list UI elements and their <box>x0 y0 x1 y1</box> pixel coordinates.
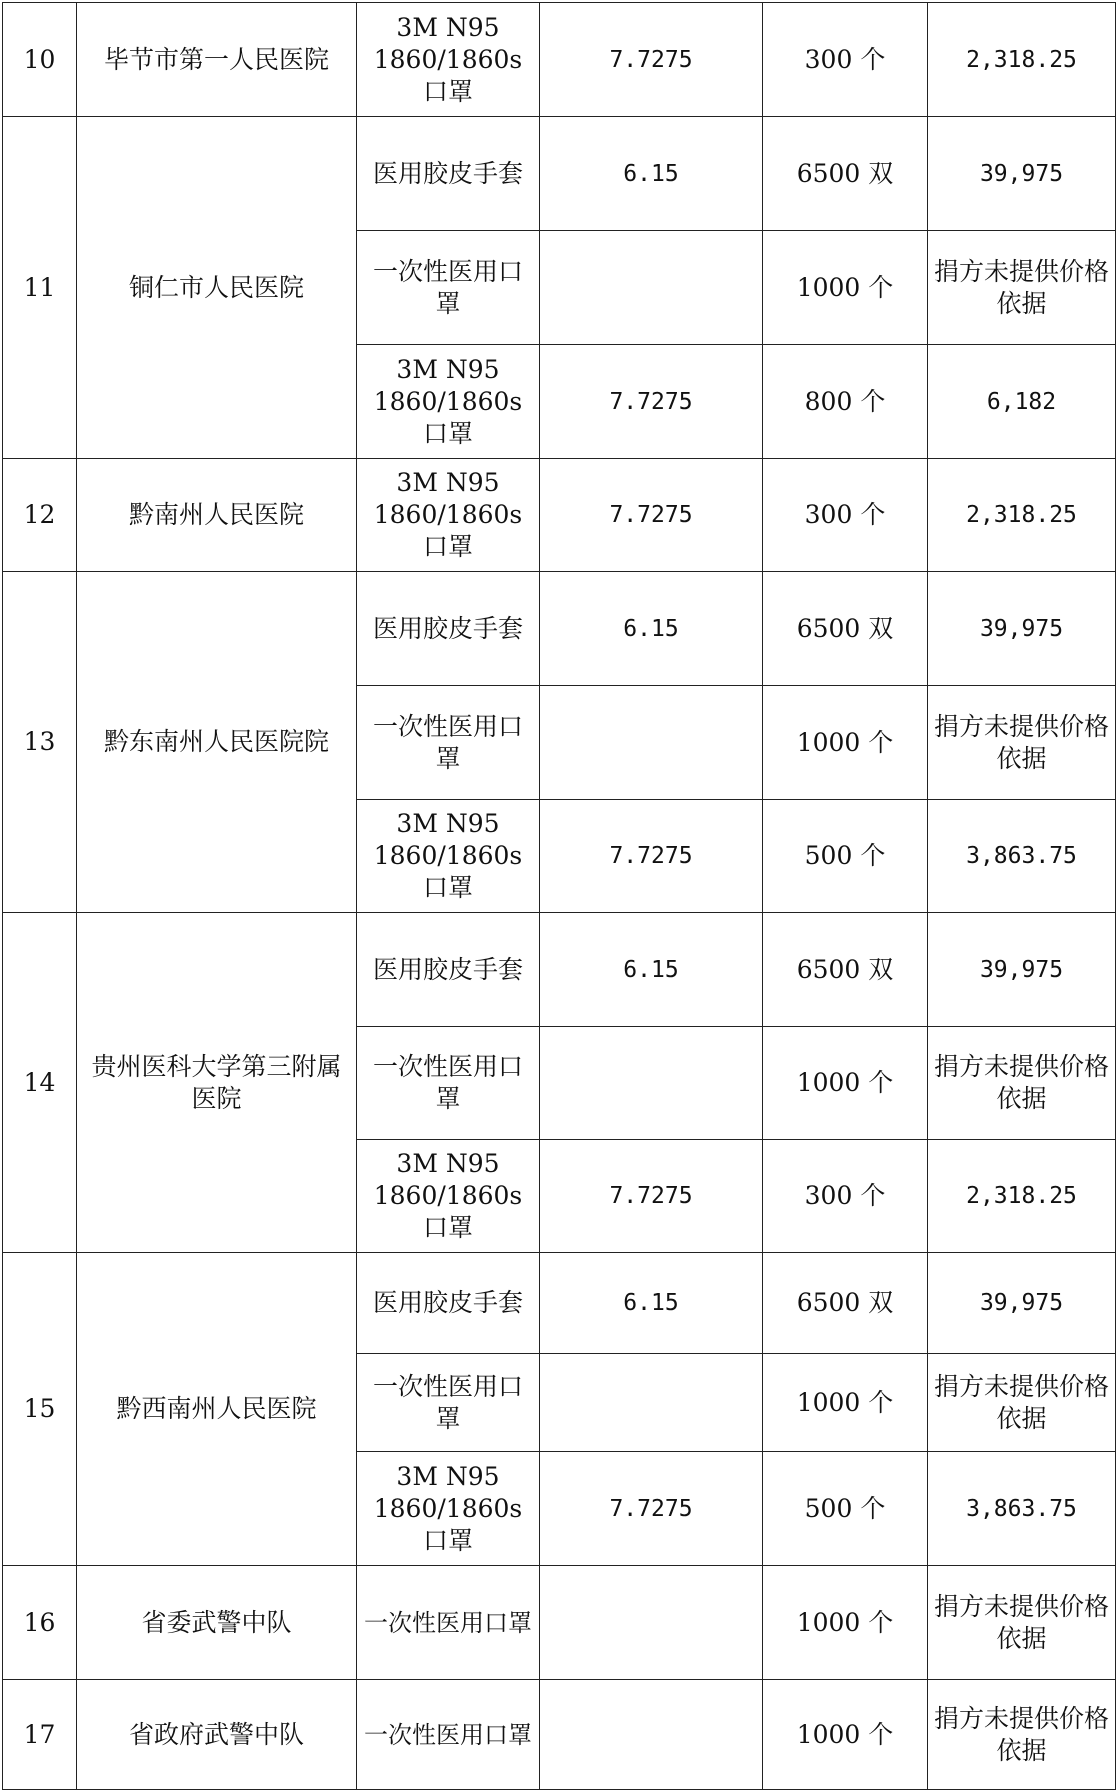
quantity: 6500 双 <box>763 117 928 231</box>
hospital-name: 省政府武警中队 <box>77 1680 357 1790</box>
hospital-name: 省委武警中队 <box>77 1566 357 1680</box>
table-row <box>3 1566 1116 1680</box>
item-name: 一次性医用口罩 <box>357 1027 540 1140</box>
unit-price: 6.15 <box>540 1253 763 1354</box>
amount-note: 捐方未提供价格依据 <box>928 1566 1116 1680</box>
quantity: 6500 双 <box>763 913 928 1027</box>
quantity: 500 个 <box>763 800 928 913</box>
row-number: 15 <box>3 1253 77 1566</box>
unit-price <box>540 1354 763 1452</box>
unit-price: 6.15 <box>540 572 763 686</box>
item-name: 医用胶皮手套 <box>357 1253 540 1354</box>
item-name: 医用胶皮手套 <box>357 117 540 231</box>
quantity: 1000 个 <box>763 686 928 800</box>
item-name: 一次性医用口罩 <box>357 686 540 800</box>
donation-table <box>2 2 1116 1790</box>
unit-price <box>540 686 763 800</box>
row-number: 13 <box>3 572 77 913</box>
hospital-name: 贵州医科大学第三附属医院 <box>77 913 357 1253</box>
unit-price: 7.7275 <box>540 1452 763 1566</box>
amount: 39,975 <box>928 913 1116 1027</box>
amount: 39,975 <box>928 1253 1116 1354</box>
item-name: 3M N95 1860/1860s 口罩 <box>357 459 540 572</box>
item-name: 3M N95 1860/1860s 口罩 <box>357 1140 540 1253</box>
table-row <box>3 3 1116 117</box>
unit-price <box>540 231 763 345</box>
item-name: 3M N95 1860/1860s 口罩 <box>357 3 540 117</box>
amount-note: 捐方未提供价格依据 <box>928 231 1116 345</box>
hospital-name: 黔西南州人民医院 <box>77 1253 357 1566</box>
amount: 2,318.25 <box>928 459 1116 572</box>
item-name: 一次性医用口罩 <box>357 231 540 345</box>
row-number: 17 <box>3 1680 77 1790</box>
unit-price <box>540 1566 763 1680</box>
row-number: 10 <box>3 3 77 117</box>
item-name: 一次性医用口罩 <box>357 1354 540 1452</box>
table-row <box>3 117 1116 231</box>
item-name: 3M N95 1860/1860s 口罩 <box>357 345 540 459</box>
unit-price: 7.7275 <box>540 1140 763 1253</box>
table-row <box>3 572 1116 686</box>
amount: 6,182 <box>928 345 1116 459</box>
item-name: 医用胶皮手套 <box>357 913 540 1027</box>
unit-price: 7.7275 <box>540 3 763 117</box>
amount: 2,318.25 <box>928 3 1116 117</box>
amount: 3,863.75 <box>928 1452 1116 1566</box>
unit-price <box>540 1680 763 1790</box>
quantity: 1000 个 <box>763 1680 928 1790</box>
table-row <box>3 1253 1116 1354</box>
amount-note: 捐方未提供价格依据 <box>928 686 1116 800</box>
unit-price: 7.7275 <box>540 459 763 572</box>
table-row <box>3 1680 1116 1790</box>
item-name: 一次性医用口罩 <box>357 1680 540 1790</box>
unit-price: 6.15 <box>540 117 763 231</box>
table-row <box>3 913 1116 1027</box>
item-name: 医用胶皮手套 <box>357 572 540 686</box>
amount: 39,975 <box>928 572 1116 686</box>
quantity: 1000 个 <box>763 231 928 345</box>
row-number: 14 <box>3 913 77 1253</box>
quantity: 1000 个 <box>763 1354 928 1452</box>
item-name: 3M N95 1860/1860s 口罩 <box>357 1452 540 1566</box>
item-name: 3M N95 1860/1860s 口罩 <box>357 800 540 913</box>
row-number: 16 <box>3 1566 77 1680</box>
hospital-name: 黔东南州人民医院院 <box>77 572 357 913</box>
amount: 3,863.75 <box>928 800 1116 913</box>
row-number: 12 <box>3 459 77 572</box>
amount-note: 捐方未提供价格依据 <box>928 1027 1116 1140</box>
amount: 2,318.25 <box>928 1140 1116 1253</box>
quantity: 500 个 <box>763 1452 928 1566</box>
quantity: 300 个 <box>763 459 928 572</box>
quantity: 800 个 <box>763 345 928 459</box>
item-name: 一次性医用口罩 <box>357 1566 540 1680</box>
row-number: 11 <box>3 117 77 459</box>
unit-price <box>540 1027 763 1140</box>
quantity: 6500 双 <box>763 572 928 686</box>
unit-price: 6.15 <box>540 913 763 1027</box>
unit-price: 7.7275 <box>540 800 763 913</box>
hospital-name: 毕节市第一人民医院 <box>77 3 357 117</box>
quantity: 300 个 <box>763 3 928 117</box>
quantity: 300 个 <box>763 1140 928 1253</box>
unit-price: 7.7275 <box>540 345 763 459</box>
table-row <box>3 459 1116 572</box>
amount-note: 捐方未提供价格依据 <box>928 1680 1116 1790</box>
hospital-name: 铜仁市人民医院 <box>77 117 357 459</box>
quantity: 1000 个 <box>763 1027 928 1140</box>
quantity: 1000 个 <box>763 1566 928 1680</box>
quantity: 6500 双 <box>763 1253 928 1354</box>
amount: 39,975 <box>928 117 1116 231</box>
amount-note: 捐方未提供价格依据 <box>928 1354 1116 1452</box>
hospital-name: 黔南州人民医院 <box>77 459 357 572</box>
